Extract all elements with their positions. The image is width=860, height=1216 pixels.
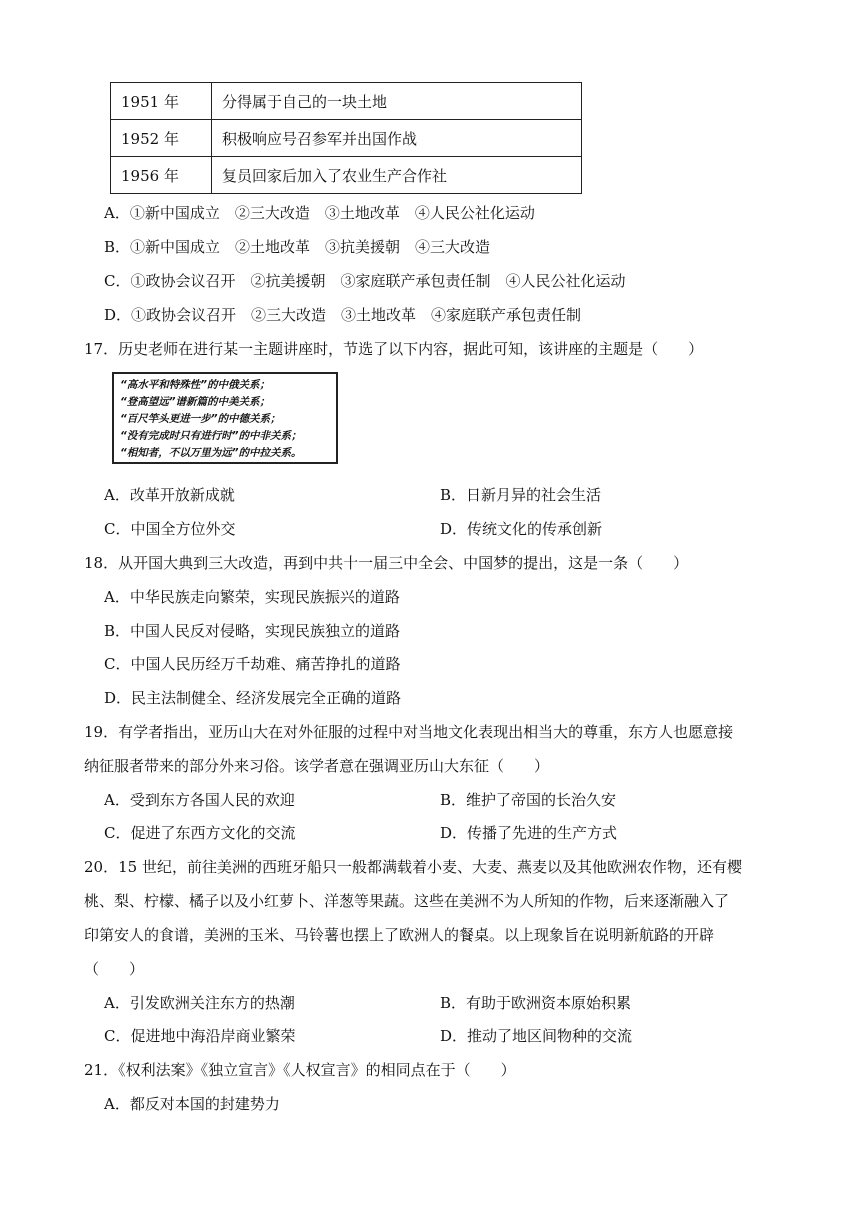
q16-option-b: B．①新中国成立 ②土地改革 ③抗美援朝 ④三大改造: [104, 238, 491, 256]
q18-stem: 18．从开国大典到三大改造，再到中共十一届三中全会、中国梦的提出，这是一条（ ）: [84, 554, 689, 572]
q19-option-a: A．受到东方各国人民的欢迎: [104, 791, 295, 809]
q20-option-a: A．引发欧洲关注东方的热潮: [104, 994, 295, 1012]
q16-option-d: D．①政协会议召开 ②三大改造 ③土地改革 ④家庭联产承包责任制: [104, 306, 582, 324]
year-cell: 1951 年: [111, 83, 212, 120]
event-cell: 复员回家后加入了农业生产合作社: [212, 157, 582, 194]
q19-stem-line-1: 19．有学者指出，亚历山大在对外征服的过程中对当地文化表现出相当大的尊重，东方人也愿意接: [84, 723, 734, 741]
q18-option-b: B．中国人民反对侵略，实现民族独立的道路: [104, 622, 401, 640]
q18-option-d: D．民主法制健全、经济发展完全正确的道路: [104, 689, 402, 707]
q16-option-a: A．①新中国成立 ②三大改造 ③土地改革 ④人民公社化运动: [104, 204, 535, 222]
q21-option-a: A．都反对本国的封建势力: [104, 1095, 280, 1113]
q18-option-c: C．中国人民历经万千劫难、痛苦挣扎的道路: [104, 655, 401, 673]
q16-option-c: C．①政协会议召开 ②抗美援朝 ③家庭联产承包责任制 ④人民公社化运动: [104, 272, 626, 290]
q20-stem-line-4: （ ）: [84, 960, 145, 978]
q20-option-d: D．推动了地区间物种的交流: [440, 1027, 633, 1045]
q20-stem-line-1: 20．15 世纪，前往美洲的西班牙船只一般都满载着小麦、大麦、燕麦以及其他欧洲农作物，还有樱: [84, 858, 742, 876]
q17-quote-box: [112, 372, 338, 464]
event-cell: 分得属于自己的一块土地: [212, 83, 582, 120]
q17-stem: 17．历史老师在进行某一主题讲座时，节选了以下内容，据此可知，该讲座的主题是（ ）: [84, 340, 704, 358]
q19-option-b: B．维护了帝国的长治久安: [440, 791, 617, 809]
q19-option-c: C．促进了东西方文化的交流: [104, 824, 296, 842]
quote-line: “没有完成时只有进行时”的中非关系；: [120, 430, 302, 442]
q17-option-c: C．中国全方位外交: [104, 520, 236, 538]
q20-stem-line-3: 印第安人的食谱，美洲的玉米、马铃薯也摆上了欧洲人的餐桌。以上现象旨在说明新航路的开辟: [84, 926, 715, 944]
table-row: [111, 120, 582, 157]
year-cell: 1956 年: [111, 157, 212, 194]
event-cell: 积极响应号召参军并出国作战: [212, 120, 582, 157]
quote-line: “高水平和特殊性”的中俄关系；: [120, 379, 271, 391]
year-cell: 1952 年: [111, 120, 212, 157]
quote-line: “百尺竿头更进一步”的中德关系；: [120, 413, 281, 425]
table-row: [111, 157, 582, 194]
q20-option-c: C．促进地中海沿岸商业繁荣: [104, 1027, 296, 1045]
q17-option-a: A．改革开放新成就: [104, 486, 235, 504]
quote-line: “相知者，不以万里为远”的中拉关系。: [120, 447, 302, 459]
table-row: [111, 83, 582, 120]
quote-line: “登高望远”谱新篇的中美关系；: [120, 396, 271, 408]
q20-stem-line-2: 桃、梨、柠檬、橘子以及小红萝卜、洋葱等果蔬。这些在美洲不为人所知的作物，后来逐渐融入了: [84, 892, 730, 910]
q19-stem-line-2: 纳征服者带来的部分外来习俗。该学者意在强调亚历山大东征（ ）: [84, 757, 550, 775]
q20-option-b: B．有助于欧洲资本原始积累: [440, 994, 632, 1012]
q17-option-b: B．日新月异的社会生活: [440, 486, 602, 504]
q18-option-a: A．中华民族走向繁荣，实现民族振兴的道路: [104, 588, 400, 606]
q19-option-d: D．传播了先进的生产方式: [440, 824, 618, 842]
q21-stem: 21．《权利法案》《独立宣言》《人权宣言》的相同点在于（ ）: [84, 1061, 516, 1079]
timeline-table: [110, 82, 582, 194]
q17-option-d: D．传统文化的传承创新: [440, 520, 603, 538]
